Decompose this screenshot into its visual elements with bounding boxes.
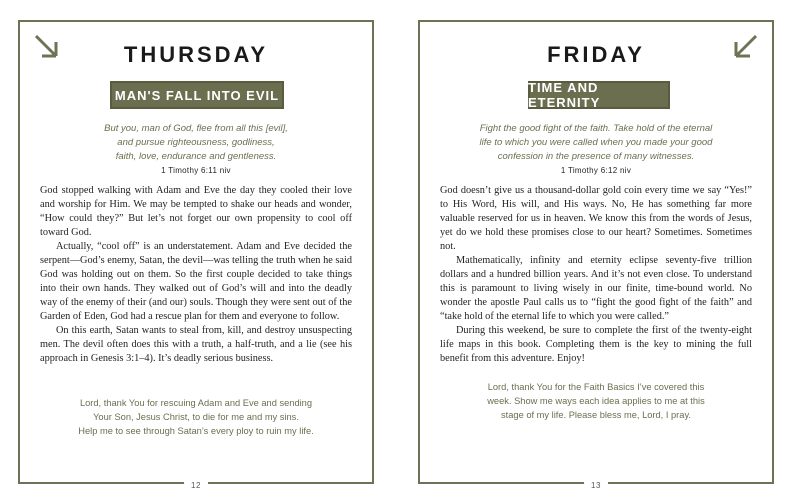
prayer-line: Lord, thank You for rescuing Adam and Eve and sending <box>79 398 313 408</box>
section-title: MAN'S FALL INTO EVIL <box>110 81 284 109</box>
paragraph: Mathematically, infinity and eternity eclipse seventy-five trillion dollars and a hundred billion years. And it’s not even close. To understand this is paramount to living wisely in our finite, time-bound world. No wonder the apostle Paul calls us to “fight the good fight of the faith” and “take hold of the eternal life to which you were called.” <box>440 255 752 322</box>
page-number: 12 <box>184 481 208 490</box>
prayer-line: Lord, thank You for the Faith Basics I’ve covered this <box>487 382 705 392</box>
verse-reference: 1 Timothy 6:12 niv <box>560 166 632 175</box>
body-text <box>440 184 752 366</box>
paragraph: On this earth, Satan wants to steal from, kill, and destroy unsuspecting men. The devil often does this with a truth, a half-truth, and a lie (see his approach in Genesis 3:1–4). It’s deadly serious business. <box>40 325 352 364</box>
prayer-line: Your Son, Jesus Christ, to die for me and my sins. <box>93 412 299 422</box>
verse-line: But you, man of God, flee from all this [evil], <box>104 123 288 134</box>
left-page <box>18 20 374 490</box>
prayer-line: Help me to see through Satan’s every ploy to ruin my life. <box>78 426 314 436</box>
body-text <box>40 184 352 366</box>
prayer <box>440 380 752 422</box>
day-heading: THURSDAY <box>123 42 269 67</box>
scripture-verse <box>40 122 352 178</box>
verse-line: Fight the good fight of the faith. Take hold of the eternal <box>479 123 713 134</box>
verse-line: life to which you were called when you made your good <box>479 137 713 148</box>
section-title: TIME AND ETERNITY <box>528 81 670 109</box>
prayer-line: stage of my life. Please bless me, Lord, I pray. <box>501 410 691 420</box>
prayer <box>40 396 352 438</box>
paragraph: Actually, “cool off” is an understatement. Adam and Eve decided the serpent—God’s enemy, Satan, the devil—was telling the truth when he said God was holding out on them. So the first couple decided to take things into their own hands. They walked out of God’s will and into the deadly way of the enemy of their (and our) souls. Though they were sent out of the Garden of Eden, God had a rescue plan for them and everyone to follow. <box>40 241 352 322</box>
paragraph: God stopped walking with Adam and Eve the day they cooled their love and worship for Him. We may be tempted to shake our heads and wonder, “How could they?” But let’s not forget our own propensity to cool off toward God. <box>40 185 352 238</box>
scripture-verse <box>440 122 752 178</box>
paragraph: During this weekend, be sure to complete the first of the twenty-eight life maps in this book. Completing them is the key to mining the full benefit from this adventure. Enjoy! <box>440 325 752 364</box>
verse-line: confession in the presence of many witnesses. <box>497 151 695 162</box>
page-number: 13 <box>584 481 608 490</box>
verse-line: and pursue righteousness, godliness, <box>117 137 275 148</box>
paragraph: God doesn’t give us a thousand-dollar gold coin every time we say “Yes!” to His Word, His will, and His ways. No, He has something far more valuable reserved for us in heaven. We know this from the words of Jesus, yet do we hold these promises close to our heart? Sometimes. Sometimes not. <box>440 185 752 252</box>
verse-line: faith, love, endurance and gentleness. <box>115 151 277 162</box>
day-heading: FRIDAY <box>547 42 645 67</box>
prayer-line: week. Show me ways each idea applies to me at this <box>487 396 705 406</box>
right-page <box>418 20 774 490</box>
verse-reference: 1 Timothy 6:11 niv <box>161 166 231 175</box>
